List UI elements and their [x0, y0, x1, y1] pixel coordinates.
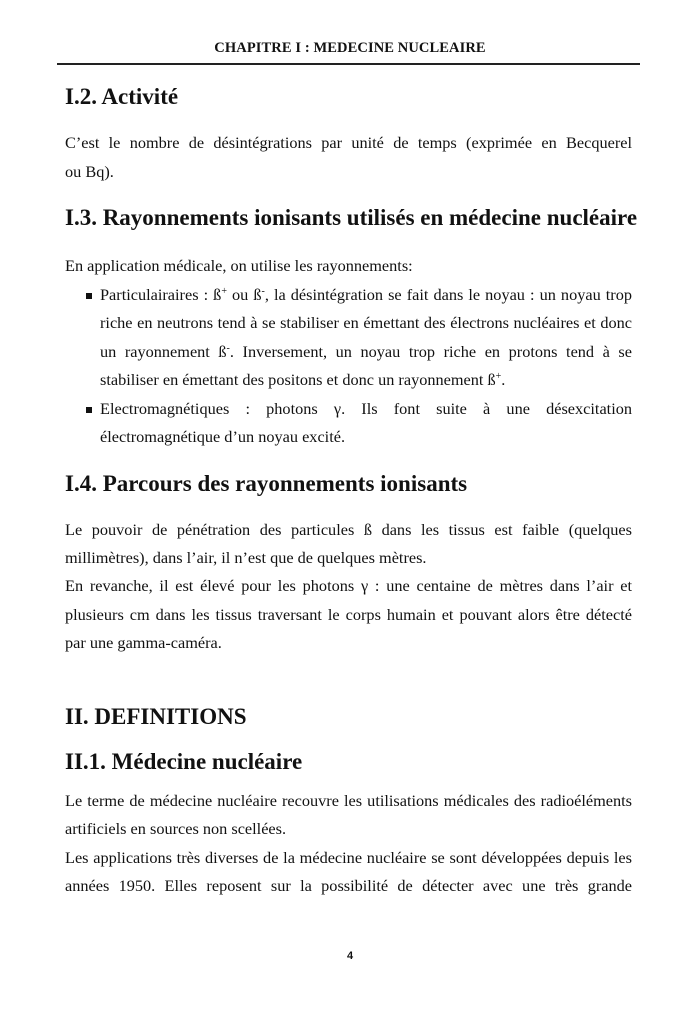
paragraph-line: Le terme de médecine nucléaire recouvre les utilisations médicales des radioéléments	[65, 791, 632, 810]
bullet-line: Electromagnétiques : photons γ. Ils font suite à une désexcitation	[100, 399, 632, 418]
section-heading-medecine-nucleaire: II.1. Médecine nucléaire	[65, 749, 303, 774]
bullet-line: stabiliser en émettant des positons et donc un rayonnement ß+.	[100, 370, 506, 389]
paragraph-line: C’est le nombre de désintégrations par unité de temps (exprimée en Becquerel	[65, 133, 632, 152]
paragraph-line: En revanche, il est élevé pour les photons γ : une centaine de mètres dans l’air et	[65, 576, 632, 595]
paragraph-line: Le pouvoir de pénétration des particules ß dans les tissus est faible (quelques	[65, 520, 632, 539]
running-header: CHAPITRE I : MEDECINE NUCLEAIRE	[214, 40, 486, 56]
paragraph-line: années 1950. Elles reposent sur la possibilité de détecter avec une très grande	[65, 876, 632, 895]
page-number: 4	[346, 950, 354, 962]
bullet-line: riche en neutrons tend à se stabiliser en émettant des électrons nucléaires et donc	[100, 313, 632, 332]
bullet-icon	[86, 407, 92, 413]
intro-line: En application médicale, on utilise les rayonnements:	[65, 256, 413, 275]
bullet-line: Particulairaires : ß+ ou ß-, la désintégration se fait dans le noyau : un noyau trop	[100, 285, 632, 304]
paragraph-line: ou Bq).	[65, 162, 114, 181]
header-rule	[57, 63, 640, 65]
bullet-icon	[86, 293, 92, 299]
paragraph-line: plusieurs cm dans les tissus traversant le corps humain et pouvant alors être détecté	[65, 605, 632, 624]
section-heading-activite: I.2. Activité	[65, 84, 179, 109]
section-heading-rayonnements: I.3. Rayonnements ionisants utilisés en médecine nucléaire	[65, 205, 638, 230]
paragraph-line: Les applications très diverses de la médecine nucléaire se sont développées depuis les	[65, 848, 632, 867]
bullet-line: électromagnétique d’un noyau excité.	[100, 427, 346, 446]
paragraph-line: millimètres), dans l’air, il n’est que de quelques mètres.	[65, 548, 427, 567]
bullet-line: un rayonnement ß-. Inversement, un noyau trop riche en protons tend à se	[100, 342, 632, 361]
paragraph-line: artificiels en sources non scellées.	[65, 819, 287, 838]
section-heading-definitions: II. DEFINITIONS	[65, 704, 247, 729]
paragraph-line: par une gamma-caméra.	[65, 633, 222, 652]
section-heading-parcours: I.4. Parcours des rayonnements ionisants	[65, 471, 468, 496]
